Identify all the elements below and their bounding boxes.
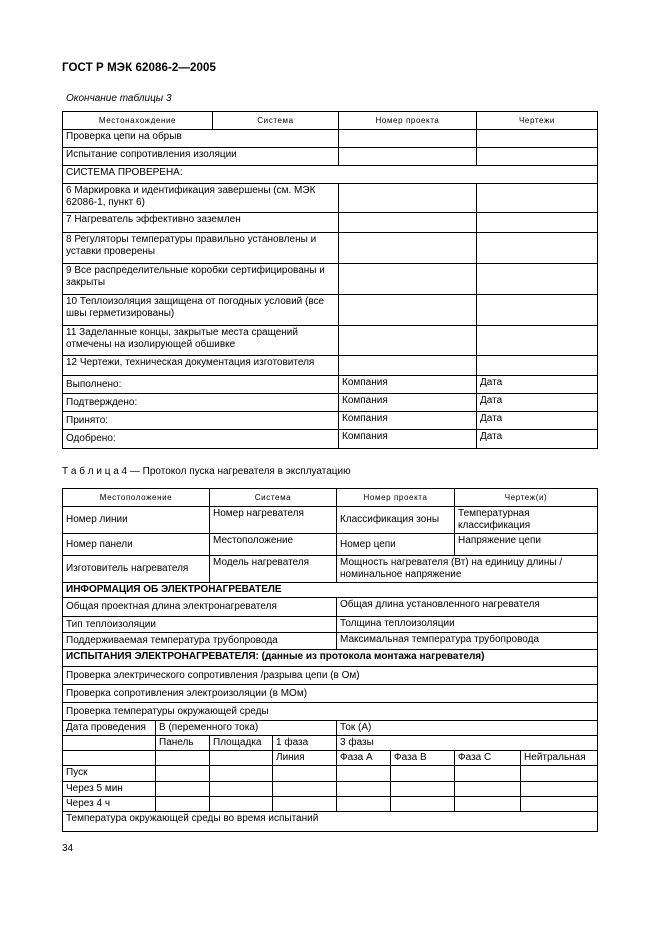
table3-row-label: 12 Чертежи, техническая документация изготовителя <box>63 356 339 376</box>
table3-sign-label: Подтверждено: <box>63 394 339 412</box>
run-current-label: Ток (А) <box>337 721 598 736</box>
field-circuit-number[interactable]: Номер цепи <box>337 534 455 556</box>
table4-col-header: Местоположение <box>63 489 210 507</box>
table3-cell[interactable] <box>339 130 477 148</box>
table3-row-label: 7 Нагреватель эффективно заземлен <box>63 213 339 233</box>
table3-col-header: Чертежи <box>477 112 598 130</box>
table3-date-cell[interactable]: Дата <box>477 376 598 394</box>
table3-cell[interactable] <box>477 356 598 376</box>
table3-cell[interactable] <box>339 295 477 326</box>
table3-row-label: 10 Теплоизоляция защищена от погодных условий (все швы герметизированы) <box>63 295 339 326</box>
table3-cell[interactable] <box>477 184 598 213</box>
table3-cell[interactable] <box>339 356 477 376</box>
run-cell[interactable] <box>210 766 273 782</box>
run-cell[interactable] <box>337 766 391 782</box>
field-location[interactable]: Местоположение <box>210 534 337 556</box>
run-cell[interactable] <box>273 782 337 797</box>
table3-cell[interactable] <box>477 130 598 148</box>
test-ambient-temp[interactable]: Проверка температуры окружающей среды <box>63 703 598 721</box>
table3-sign-label: Выполнено: <box>63 376 339 394</box>
run-cell[interactable] <box>156 796 210 811</box>
table3-cell[interactable] <box>477 213 598 233</box>
run-voltage-label: В (переменного тока) <box>156 721 337 736</box>
field-maintained-temp[interactable]: Поддерживаемая температура трубопровода <box>63 633 337 650</box>
field-insulation-type[interactable]: Тип теплоизоляции <box>63 617 337 633</box>
table3-cell[interactable] <box>339 264 477 295</box>
run-cell[interactable] <box>210 796 273 811</box>
table3 <box>62 111 598 449</box>
run-cell[interactable] <box>391 766 455 782</box>
run-cell[interactable] <box>521 796 598 811</box>
field-max-temp[interactable]: Максимальная температура трубопровода <box>337 633 598 650</box>
table3-cell[interactable] <box>339 213 477 233</box>
test-resistance[interactable]: Проверка электрического сопротивления /разрыва цепи (в Ом) <box>63 667 598 685</box>
tests-section-title: ИСПЫТАНИЯ ЭЛЕКТРОНАГРЕВАТЕЛЯ: (данные из протокола монтажа нагревателя) <box>63 650 598 667</box>
run-cell[interactable] <box>521 782 598 797</box>
table3-sign-label: Принято: <box>63 412 339 430</box>
run-cell[interactable] <box>156 782 210 797</box>
field-zone-class[interactable]: Классификация зоны <box>337 507 455 534</box>
field-manufacturer[interactable]: Изготовитель нагревателя <box>63 556 210 583</box>
table3-cell[interactable] <box>477 295 598 326</box>
run-cell[interactable] <box>455 782 521 797</box>
table3-cell[interactable] <box>477 148 598 166</box>
run-cell[interactable] <box>455 766 521 782</box>
document-header: ГОСТ Р МЭК 62086-2—2005 <box>62 62 216 74</box>
table3-cell[interactable] <box>477 264 598 295</box>
run-cell[interactable] <box>273 796 337 811</box>
run-row-label: Через 4 ч <box>63 796 156 811</box>
table4-caption: Т а б л и ц а 4 — Протокол пуска нагревателя в эксплуатацию <box>62 466 351 477</box>
table3-row-label: 9 Все распределительные коробки сертифицированы и закрыты <box>63 264 339 295</box>
field-panel-number[interactable]: Номер панели <box>63 534 210 556</box>
table3-caption: Окончание таблицы 3 <box>66 93 172 104</box>
table3-col-header: Система <box>213 112 339 130</box>
table3-cell[interactable] <box>339 184 477 213</box>
table3-company-cell[interactable]: Компания <box>339 394 477 412</box>
table3-company-cell[interactable]: Компания <box>339 430 477 449</box>
run-one-phase-label: 1 фаза <box>273 736 337 751</box>
table3-company-cell[interactable]: Компания <box>339 412 477 430</box>
run-phase-b-label: Фаза В <box>391 751 455 766</box>
run-cell[interactable] <box>521 766 598 782</box>
run-row-label: Через 5 мин <box>63 782 156 797</box>
run-site-label: Площадка <box>210 736 273 751</box>
table3-cell[interactable] <box>477 326 598 356</box>
table3-col-header: Номер проекта <box>339 112 477 130</box>
test-insulation[interactable]: Проверка сопротивления электроизоляции (в МОм) <box>63 685 598 703</box>
table4-col-header: Номер проекта <box>337 489 455 507</box>
table3-row-label: Проверка цепи на обрыв <box>63 130 339 148</box>
field-model[interactable]: Модель нагревателя <box>210 556 337 583</box>
run-line-label: Линия <box>273 751 337 766</box>
run-panel-label: Панель <box>156 736 210 751</box>
field-circuit-voltage[interactable]: Напряжение цепи <box>455 534 598 556</box>
run-three-phase-label: 3 фазы <box>337 736 598 751</box>
table3-date-cell[interactable]: Дата <box>477 394 598 412</box>
field-installed-length[interactable]: Общая длина установленного нагревателя <box>337 598 598 617</box>
run-blank <box>63 736 156 751</box>
run-blank <box>156 751 210 766</box>
table3-date-cell[interactable]: Дата <box>477 412 598 430</box>
table4 <box>62 488 598 832</box>
field-heater-number[interactable]: Номер нагревателя <box>210 507 337 534</box>
run-date-label: Дата проведения <box>63 721 156 736</box>
table3-row-label: Испытание сопротивления изоляции <box>63 148 339 166</box>
run-cell[interactable] <box>455 796 521 811</box>
run-cell[interactable] <box>210 782 273 797</box>
run-row-label: Пуск <box>63 766 156 782</box>
field-temp-class[interactable]: Температурная классификация <box>455 507 598 534</box>
run-phase-a-label: Фаза А <box>337 751 391 766</box>
table3-section-title: СИСТЕМА ПРОВЕРЕНА: <box>63 166 598 184</box>
field-power-rating[interactable]: Мощность нагревателя (Вт) на единицу длины / номинальное напряжение <box>337 556 598 583</box>
table3-company-cell[interactable]: Компания <box>339 376 477 394</box>
run-blank <box>63 751 156 766</box>
run-cell[interactable] <box>337 796 391 811</box>
table4-col-header: Чертеж(и) <box>455 489 598 507</box>
field-insulation-thickness[interactable]: Толщина теплоизоляции <box>337 617 598 633</box>
table3-row-label: 11 Заделанные концы, закрытые места сращений отмечены на изолирующей обшивке <box>63 326 339 356</box>
field-line-number[interactable]: Номер линии <box>63 507 210 534</box>
table3-cell[interactable] <box>477 233 598 264</box>
table3-row-label: 8 Регуляторы температуры правильно установлены и уставки проверены <box>63 233 339 264</box>
run-footer-ambient[interactable]: Температура окружающей среды во время испытаний <box>63 811 598 831</box>
run-cell[interactable] <box>156 766 210 782</box>
table3-cell[interactable] <box>339 233 477 264</box>
page-number: 34 <box>62 843 74 854</box>
table3-date-cell[interactable]: Дата <box>477 430 598 449</box>
run-cell[interactable] <box>391 782 455 797</box>
table4-col-header: Система <box>210 489 337 507</box>
table3-col-header: Местонахождение <box>63 112 213 130</box>
run-blank <box>210 751 273 766</box>
run-neutral-label: Нейтральная <box>521 751 598 766</box>
table3-cell[interactable] <box>339 326 477 356</box>
info-section-title: ИНФОРМАЦИЯ ОБ ЭЛЕКТРОНАГРЕВАТЕЛЕ <box>63 583 598 598</box>
table3-sign-label: Одобрено: <box>63 430 339 449</box>
run-cell[interactable] <box>391 796 455 811</box>
run-cell[interactable] <box>273 766 337 782</box>
table3-row-label: 6 Маркировка и идентификация завершены (см. МЭК 62086-1, пункт 6) <box>63 184 339 213</box>
field-design-length[interactable]: Общая проектная длина электронагревателя <box>63 598 337 617</box>
table3-cell[interactable] <box>339 148 477 166</box>
run-cell[interactable] <box>337 782 391 797</box>
run-phase-c-label: Фаза С <box>455 751 521 766</box>
